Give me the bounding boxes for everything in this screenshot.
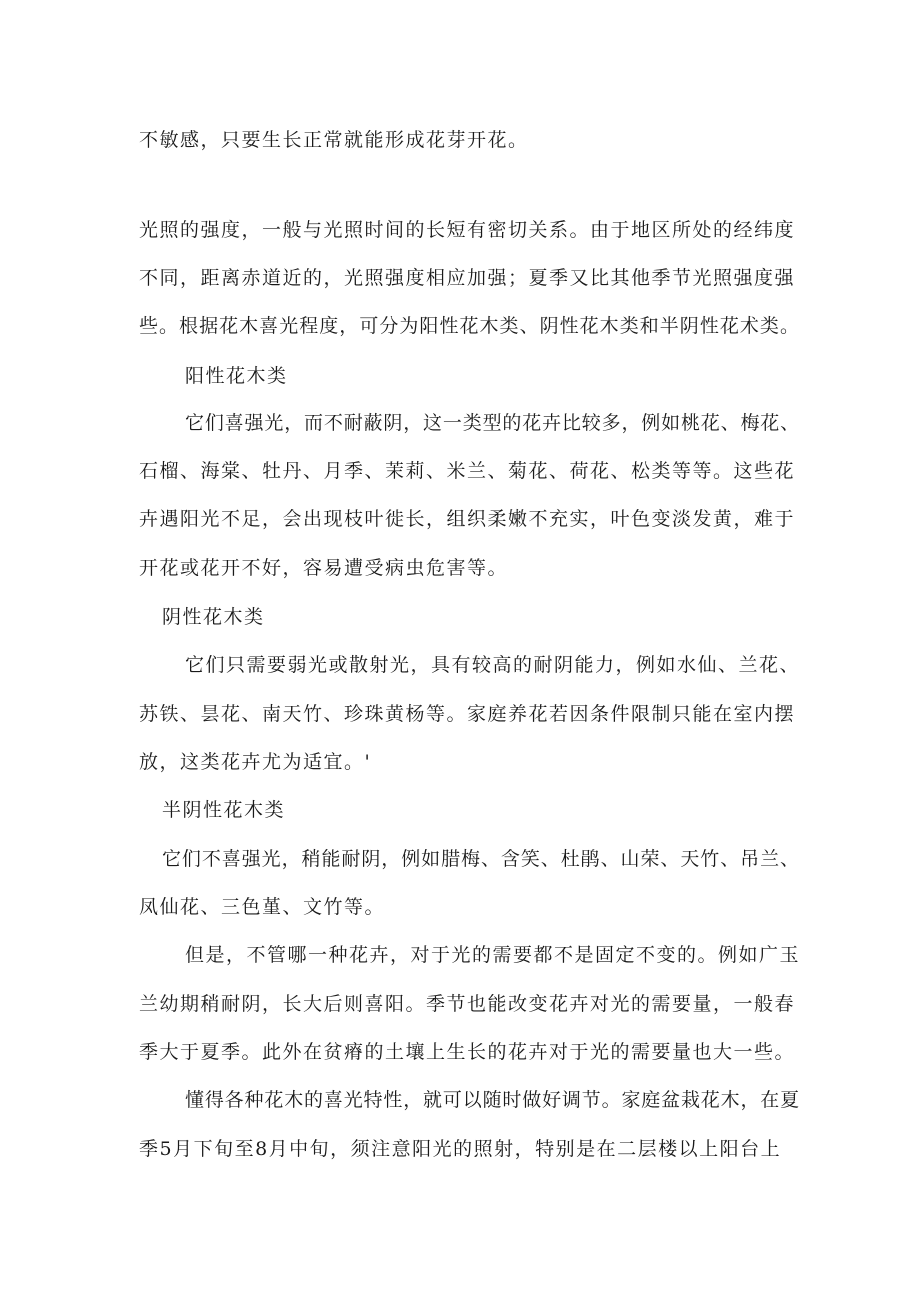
text-line: 它们喜强光，而不耐蔽阴，这一类型的花卉比较多，例如桃花、梅花、	[185, 412, 800, 434]
text-line: 些。根据花木喜光程度，可分为阳性花木类、阴性花木类和半阴性花术类。	[139, 315, 800, 337]
text-line: 放，这类花卉尤为适宜。'	[139, 751, 372, 773]
text-line: 开花或花开不好，容易遭受病虫危害等。	[139, 557, 509, 579]
section-heading-shade-loving: 阴性花木类	[162, 606, 265, 628]
text-line: 季大于夏季。此外在贫瘠的土壤上生长的花卉对于光的需要量也大一些。	[139, 1041, 796, 1063]
text-line: 不敏感，只要生长正常就能形成花芽开花。	[139, 129, 529, 151]
text-line: 凤仙花、三色堇、文竹等。	[139, 896, 386, 918]
text-line: 它们只需要弱光或散射光，具有较高的耐阴能力，例如水仙、兰花、	[185, 654, 800, 676]
text-line: 它们不喜强光，稍能耐阴，例如腊梅、含笑、杜鹃、山荣、天竹、吊兰、	[162, 848, 800, 870]
text-line: 但是，不管哪一种花卉，对于光的需要都不是固定不变的。例如广玉	[185, 944, 800, 966]
text-line: 卉遇阳光不足，会出现枝叶徙长，组织柔嫩不充实，叶色变淡发黄，难于	[139, 508, 796, 530]
text-line: 懂得各种花木的喜光特性，就可以随时做好调节。家庭盆栽花木，在夏	[185, 1089, 800, 1111]
text-line: 兰幼期稍耐阴，长大后则喜阳。季节也能改变花卉对光的需要量，一般春	[139, 993, 796, 1015]
section-heading-sun-loving: 阳性花木类	[185, 365, 288, 387]
text-line: 苏铁、昙花、南天竹、珍珠黄杨等。家庭养花若因条件限制只能在室内摆	[139, 703, 796, 725]
text-line: 季5月下旬至8月中旬，须注意阳光的照射，特别是在二层楼以上阳台上	[139, 1138, 782, 1160]
text-line: 石榴、海棠、牡丹、月季、茉莉、米兰、菊花、荷花、松类等等。这些花	[139, 460, 796, 482]
section-heading-semi-shade: 半阴性花木类	[162, 799, 286, 821]
text-line: 不同，距离赤道近的，光照强度相应加强；夏季又比其他季节光照强度强	[139, 267, 796, 289]
text-line: 光照的强度，一般与光照时间的长短有密切关系。由于地区所处的经纬度	[139, 219, 796, 241]
